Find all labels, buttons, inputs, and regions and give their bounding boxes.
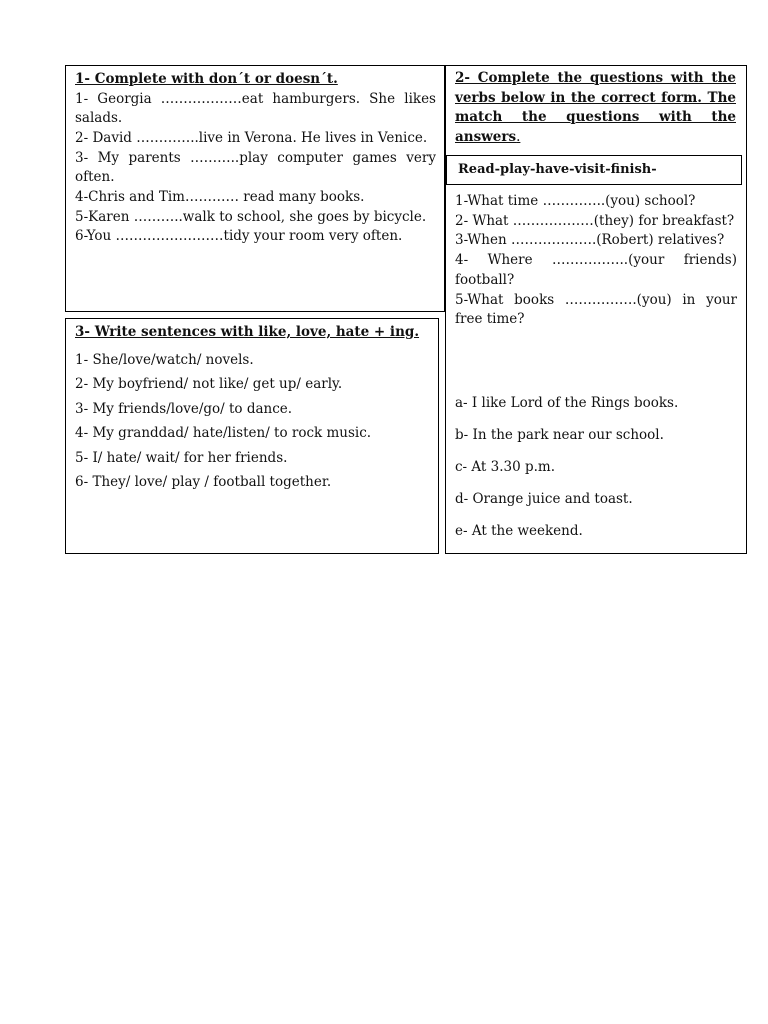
exercise-1-item: 1- Georgia ………………eat hamburgers. She likes salads.	[75, 90, 436, 127]
exercise-3-item: 2- My boyfriend/ not like/ get up/ early.	[75, 376, 343, 392]
exercise-3-title: 3- Write sentences with like, love, hate + ing.	[75, 324, 420, 340]
answer-item: b- In the park near our school.	[455, 427, 664, 443]
answer-list	[455, 387, 737, 547]
answer-item: e- At the weekend.	[455, 523, 583, 539]
exercise-2-box	[445, 65, 747, 554]
exercise-3-item: 6- They/ love/ play / football together.	[75, 474, 332, 490]
exercise-3-item: 3- My friends/love/go/ to dance.	[75, 400, 293, 417]
question-item: 1-What time …………..(you) school?	[455, 193, 696, 209]
exercise-3-list	[75, 348, 430, 495]
exercise-1-item: 2- David …………..live in Verona. He lives in Venice.	[75, 129, 428, 146]
exercise-1-item: 4-Chris and Tim………… read many books.	[75, 189, 365, 206]
verb-bank: Read-play-have-visit-finish-	[446, 155, 742, 185]
question-item: 2- What ………………(they) for breakfast?	[455, 212, 735, 229]
answer-item: a- I like Lord of the Rings books.	[455, 395, 679, 411]
answer-item: d- Orange juice and toast.	[455, 491, 633, 507]
exercise-1-box	[65, 65, 445, 312]
exercise-3-item: 5- I/ hate/ wait/ for her friends.	[75, 449, 288, 466]
question-item: 4- Where ……………..(your friends) football?	[455, 252, 737, 288]
exercise-1-item: 6-You ……………………tidy your room very often.	[75, 228, 403, 245]
answer-item: c- At 3.30 p.m.	[455, 459, 556, 475]
question-item: 3-When ……………….(Robert) relatives?	[455, 232, 725, 249]
exercise-2-title-text: 2- Complete the questions with the verbs below in the correct form. The match the questions with the answers	[455, 70, 736, 145]
exercise-1-item: 3- My parents ………..play computer games very often.	[75, 149, 436, 186]
exercise-2-title	[446, 66, 746, 147]
exercise-3-item: 1- She/love/watch/ novels.	[75, 351, 254, 368]
exercise-1-title: 1- Complete with don´t or doesn´t.	[75, 71, 338, 87]
exercise-3-item: 4- My granddad/ hate/listen/ to rock music.	[75, 425, 372, 441]
exercise-3-box	[65, 318, 439, 554]
exercise-2-title-period: .	[516, 128, 521, 145]
question-list	[455, 192, 737, 330]
question-item: 5-What books …………….(you) in your free time?	[455, 291, 737, 328]
exercise-1-item: 5-Karen ………..walk to school, she goes by bicycle.	[75, 208, 427, 225]
